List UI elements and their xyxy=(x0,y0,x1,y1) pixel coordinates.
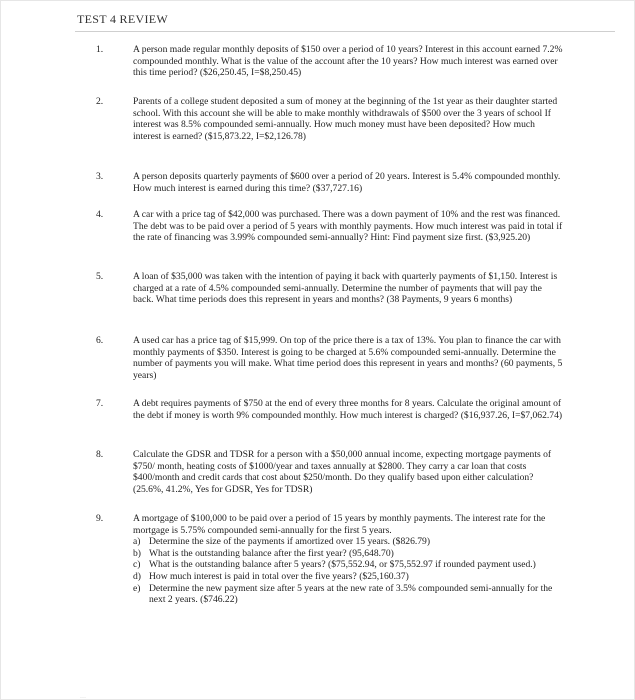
question-text: A person deposits quarterly payments of $600 over a period of 20 years. Interest is 5.4% compounded monthly. How much interest is earned during this time? ($37,727.16) xyxy=(133,171,561,194)
question-text: A car with a price tag of $42,000 was purchased. There was a down payment of 10% and the rest was financed. The debt was to be paid over a period of 5 years with monthly payments. How much interest was paid in total if the rate of financing was 3.99% compounded semi-annually? Hint: Find payment size first. ($3,925.20) xyxy=(133,209,563,244)
sub-question-letter: b) xyxy=(133,547,141,559)
sub-question-text: What is the outstanding balance after the first year? (95,648.70) xyxy=(149,547,394,559)
question-text: A loan of $35,000 was taken with the intention of paying it back with quarterly payments of $1,150. Interest is charged at a rate of 4.5% compounded semi-annually. Determine the number of payments that will pay the back. What time periods does this represent in years and months? (38 Payments, 9 years 6 months) xyxy=(133,271,558,306)
sub-question-a xyxy=(133,536,563,548)
sub-question-letter: c) xyxy=(133,559,141,571)
question-number: 6. xyxy=(96,335,104,346)
question-text: A used car has a price tag of $15,999. On top of the price there is a tax of 13%. You plan to finance the car with monthly payments of $350. Interest is going to be charged at 5.6% compounded semi-annually. Determine the number of payments you will make. What time period does this represent in years and months? (60 payments, 5 years) xyxy=(133,335,563,381)
question-text: A person made regular monthly deposits of $150 over a period of 10 years? Interest in this account earned 7.2% compounded monthly. What is the value of the account after the 10 years? How much interest was earned over this time period? ($26,250.45, I=$8,250.45) xyxy=(133,44,563,79)
sub-question-c xyxy=(133,559,563,571)
question-number: 5. xyxy=(96,271,104,282)
question-text: Parents of a college student deposited a sum of money at the beginning of the 1st year as their daughter started school. With this account she will be able to make monthly withdrawals of $500 over the 3 years of school If interest was 8.5% compounded semi-annually. How much money must have been deposited? How much interest is earned? ($15,873.22, I=$2,126.78) xyxy=(133,96,558,142)
question-number: 7. xyxy=(96,398,104,409)
sub-question-list xyxy=(133,536,563,606)
sub-question-text: How much interest is paid in total over the five years? ($25,160.37) xyxy=(149,570,409,582)
question-text: A mortgage of $100,000 to be paid over a period of 15 years by monthly payments. The interest rate for the mortgage is 5.75% compounded semi-annually for the first 5 years. xyxy=(133,513,546,536)
sub-question-letter: d) xyxy=(133,570,141,582)
question-text: A debt requires payments of $750 at the end of every three months for 8 years. Calculate the original amount of the debt if money is worth 9% compounded monthly. How much interest is charged? ($16,937.26, I=$7,062.74) xyxy=(133,398,563,421)
header xyxy=(75,10,615,32)
sub-question-letter: a) xyxy=(133,536,141,548)
question-number: 8. xyxy=(96,449,104,460)
question-text: Calculate the GDSR and TDSR for a person with a $50,000 annual income, expecting mortgage payments of $750/ month, heating costs of $1000/year and taxes annually at $2800. They carry a car loan that costs $400/month and credit cards that cost about $250/month. Do they qualify based upon either calculation? (25.6%, 41.2%, Yes for GDSR, Yes for TDSR) xyxy=(133,449,552,495)
question-number: 1. xyxy=(96,44,104,55)
page-fold-mark: … xyxy=(80,694,86,700)
question-number: 3. xyxy=(96,171,104,182)
sub-question-text: Determine the new payment size after 5 years at the new rate of 3.5% compounded semi-annually for the next 2 years. ($746.22) xyxy=(149,582,553,606)
sub-question-text: What is the outstanding balance after 5 years? ($75,552.94, or $75,552.97 if rounded payment used.) xyxy=(149,559,536,571)
sub-question-b xyxy=(133,548,563,560)
sub-question-text: Determine the size of the payments if amortized over 15 years. ($826.79) xyxy=(149,536,431,548)
sub-question-e xyxy=(133,583,563,606)
question-number: 2. xyxy=(96,96,104,107)
sub-question-d xyxy=(133,571,563,583)
page-title: TEST 4 REVIEW xyxy=(77,12,168,26)
sub-question-letter: e) xyxy=(133,582,141,594)
question-body xyxy=(133,513,563,606)
question-number: 4. xyxy=(96,209,104,220)
question-number: 9. xyxy=(96,513,104,524)
